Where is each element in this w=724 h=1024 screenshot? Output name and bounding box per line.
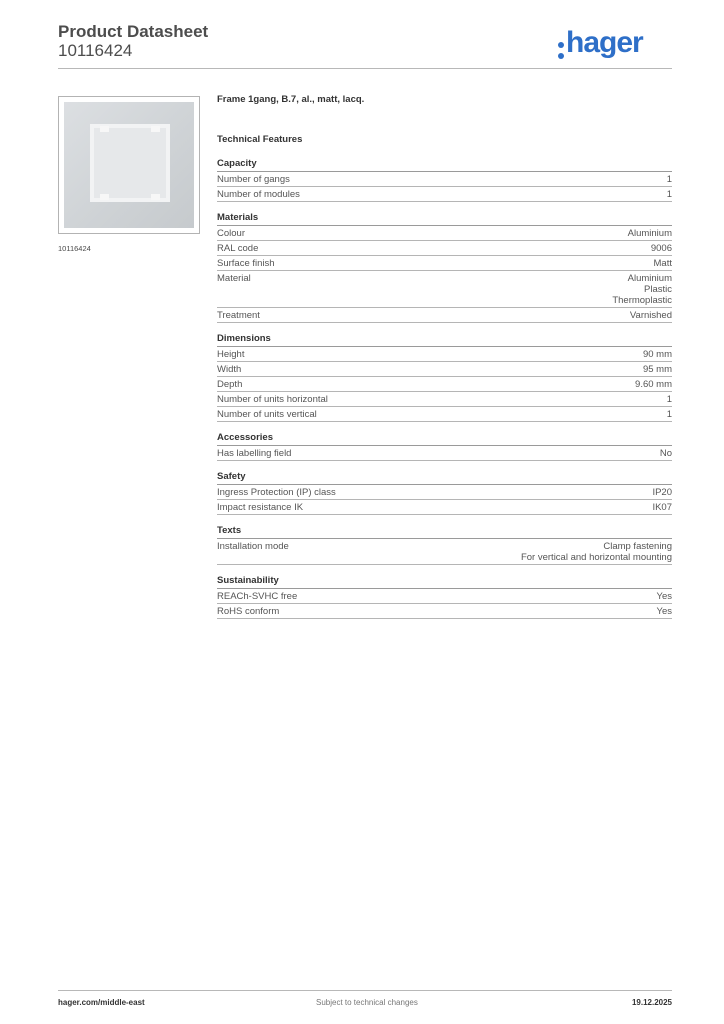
spec-content — [217, 94, 672, 629]
spec-section-capacity — [217, 158, 672, 202]
spec-label: Number of modules — [217, 189, 300, 200]
spec-row — [217, 226, 672, 241]
spec-label: Installation mode — [217, 541, 289, 552]
document-number: 10116424 — [58, 41, 133, 60]
spec-value-line: Thermoplastic — [612, 295, 672, 306]
spec-label: Impact resistance IK — [217, 502, 304, 513]
spec-row — [217, 271, 672, 308]
spec-row — [217, 589, 672, 604]
spec-value — [628, 228, 672, 239]
spec-section-texts — [217, 525, 672, 565]
spec-value — [667, 174, 672, 185]
product-name: Frame 1gang, B.7, al., matt, lacq. — [217, 94, 365, 105]
section-title: Dimensions — [217, 333, 672, 347]
spec-value-line: No — [659, 448, 672, 459]
spec-value — [660, 448, 672, 459]
section-title: Sustainability — [217, 575, 672, 589]
technical-features-heading: Technical Features — [217, 134, 303, 145]
spec-row — [217, 485, 672, 500]
page-title: Product Datasheet — [58, 22, 209, 41]
spec-value — [652, 487, 672, 498]
spec-section-dimensions — [217, 333, 672, 422]
spec-value-line: Clamp fastening — [603, 541, 672, 552]
spec-value — [651, 243, 672, 254]
spec-value-line: 1 — [666, 189, 672, 200]
spec-row — [217, 446, 672, 461]
header-divider — [58, 68, 672, 69]
spec-label: RAL code — [217, 243, 259, 254]
spec-label: Surface finish — [217, 258, 275, 269]
spec-section-safety — [217, 471, 672, 515]
spec-value-line: Yes — [656, 606, 672, 617]
spec-value-line: For vertical and horizontal mounting — [520, 552, 672, 563]
spec-value-line: Aluminium — [627, 228, 672, 239]
spec-row — [217, 377, 672, 392]
spec-label: Height — [217, 349, 245, 360]
spec-value-line: 1 — [666, 174, 672, 185]
footer-date: 19.12.2025 — [631, 998, 672, 1007]
spec-label: Treatment — [217, 310, 260, 321]
spec-value-line: Yes — [656, 591, 672, 602]
spec-label: Has labelling field — [217, 448, 292, 459]
spec-value-line: 9.60 mm — [635, 379, 672, 390]
spec-label: Colour — [217, 228, 245, 239]
logo-dots-icon — [558, 42, 564, 62]
spec-section-materials — [217, 212, 672, 323]
spec-value — [643, 349, 672, 360]
section-title: Texts — [217, 525, 672, 539]
spec-row — [217, 392, 672, 407]
spec-row — [217, 362, 672, 377]
frame-opening — [90, 124, 170, 202]
image-caption: 10116424 — [58, 244, 91, 253]
spec-value-line: IK07 — [652, 502, 672, 513]
spec-label: RoHS conform — [217, 606, 280, 617]
spec-label: Number of units horizontal — [217, 394, 328, 405]
spec-value-line: 9006 — [650, 243, 672, 254]
spec-label: Ingress Protection (IP) class — [217, 487, 336, 498]
spec-value — [521, 541, 672, 563]
spec-value-line: 90 mm — [642, 349, 672, 360]
spec-value — [667, 189, 672, 200]
footer-website: hager.com/middle-east — [58, 998, 145, 1007]
spec-value — [643, 364, 672, 375]
spec-row — [217, 500, 672, 515]
spec-value-line: IP20 — [652, 487, 672, 498]
spec-value-line: 95 mm — [642, 364, 672, 375]
section-title: Safety — [217, 471, 672, 485]
spec-row — [217, 407, 672, 422]
spec-row — [217, 539, 672, 565]
spec-row — [217, 347, 672, 362]
spec-value — [657, 591, 673, 602]
spec-label: Width — [217, 364, 242, 375]
footer-divider — [58, 990, 672, 991]
spec-label: Number of gangs — [217, 174, 290, 185]
spec-value — [652, 502, 672, 513]
section-title: Capacity — [217, 158, 672, 172]
section-title: Accessories — [217, 432, 672, 446]
hager-logo — [558, 26, 654, 64]
spec-row — [217, 187, 672, 202]
spec-value — [635, 379, 672, 390]
logo-wordmark: hager — [566, 26, 643, 59]
spec-value-line: 1 — [666, 394, 672, 405]
footer-notice: Subject to technical changes — [316, 998, 418, 1007]
spec-sections — [217, 158, 672, 619]
spec-section-sustainability — [217, 575, 672, 619]
page-header — [58, 20, 672, 70]
section-title: Materials — [217, 212, 672, 226]
spec-row — [217, 241, 672, 256]
spec-value — [667, 409, 672, 420]
spec-value — [630, 310, 672, 321]
spec-label: Material — [217, 273, 251, 284]
spec-value — [657, 606, 673, 617]
spec-value-line: Plastic — [644, 284, 672, 295]
spec-row — [217, 604, 672, 619]
spec-value-line: 1 — [666, 409, 672, 420]
product-image — [58, 96, 200, 234]
spec-label: Depth — [217, 379, 243, 390]
spec-label: REACh-SVHC free — [217, 591, 298, 602]
spec-value-line: Aluminium — [627, 273, 672, 284]
spec-row — [217, 308, 672, 323]
spec-row — [217, 172, 672, 187]
spec-value — [612, 273, 672, 306]
spec-label: Number of units vertical — [217, 409, 317, 420]
spec-value-line: Matt — [653, 258, 672, 269]
spec-section-accessories — [217, 432, 672, 461]
spec-value-line: Varnished — [629, 310, 672, 321]
spec-value — [667, 394, 672, 405]
spec-row — [217, 256, 672, 271]
spec-value — [654, 258, 672, 269]
frame-plate — [64, 102, 194, 228]
